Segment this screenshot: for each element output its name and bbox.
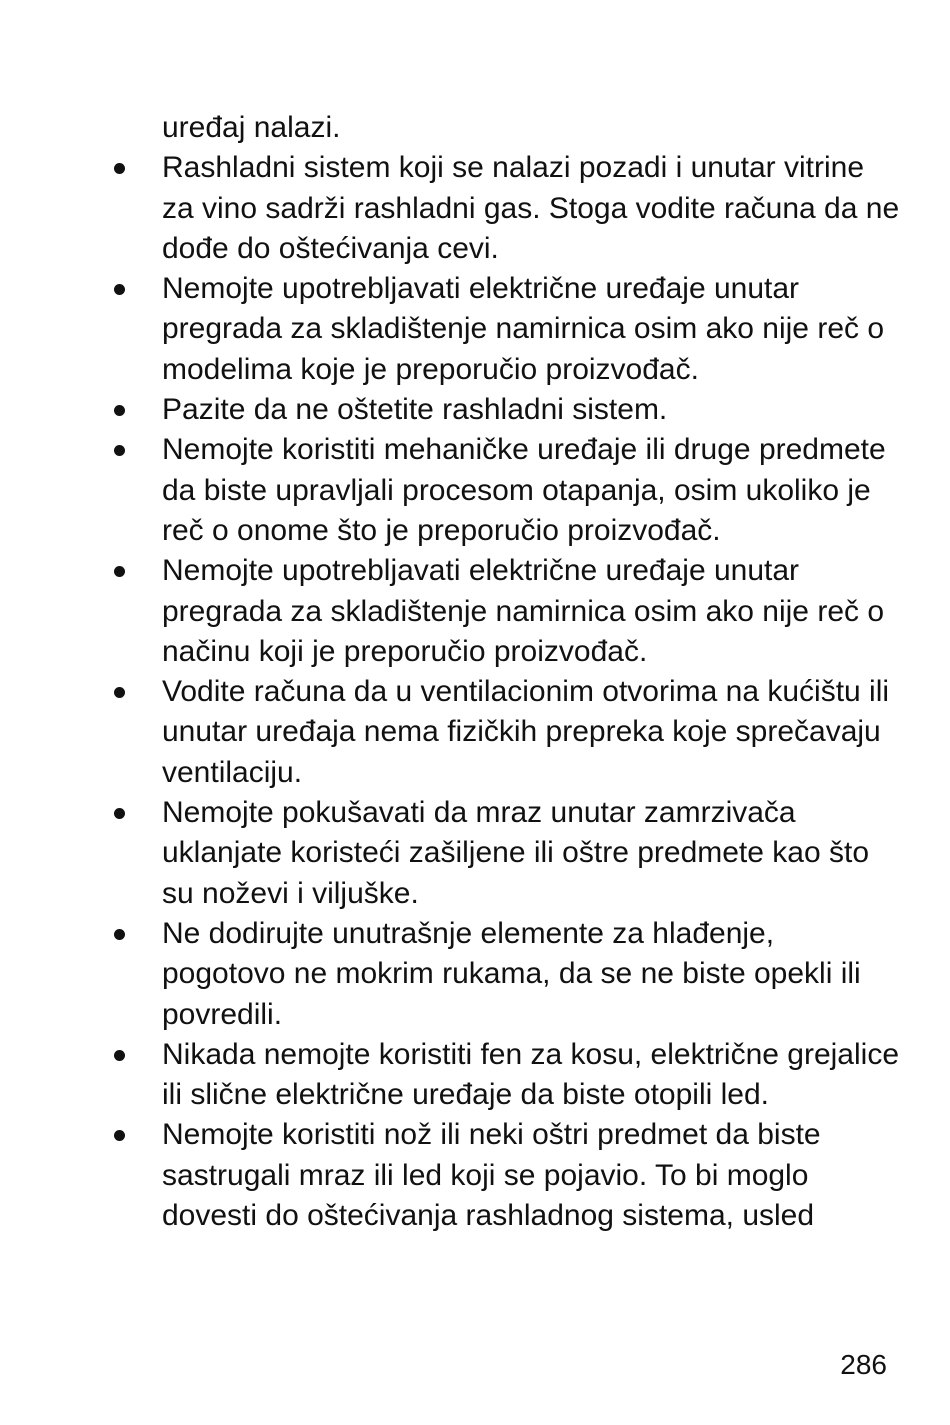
bullet-item: Nemojte upotrebljavati električne uređaje unutar pregrada za skladištenje namirnica osim ako nije reč o modelima koje je preporučio proizvođač. [162,269,902,390]
bullet-item: Rashladni sistem koji se nalazi pozadi i unutar vitrine za vino sadrži rashladni gas. Stoga vodite računa da ne dođe do oštećivanja cevi. [162,148,902,269]
body-text [162,108,902,1236]
bullet-item: Nemojte koristiti nož ili neki oštri predmet da biste sastrugali mraz ili led koji se pojavio. To bi moglo dovesti do oštećivanja rashladnog sistema, usled [162,1115,902,1236]
bullet-list [162,148,902,1236]
bullet-item: Nemojte koristiti mehaničke uređaje ili druge predmete da biste upravljali procesom otapanja, osim ukoliko je reč o onome što je preporučio proizvođač. [162,430,902,551]
continuation-text: uređaj nalazi. [162,111,341,144]
bullet-item: Nemojte upotrebljavati električne uređaje unutar pregrada za skladištenje namirnica osim ako nije reč o načinu koji je preporučio proizvođač. [162,551,902,672]
bullet-item: Nikada nemojte koristiti fen za kosu, električne grejalice ili slične električne uređaje da biste otopili led. [162,1035,902,1116]
bullet-item: Ne dodirujte unutrašnje elemente za hlađenje, pogotovo ne mokrim rukama, da se ne biste opekli ili povredili. [162,914,902,1035]
bullet-item: Nemojte pokušavati da mraz unutar zamrzivača uklanjate koristeći zašiljene ili oštre predmete kao što su noževi i viljuške. [162,793,902,914]
bullet-item: Pazite da ne oštetite rashladni sistem. [162,390,902,430]
bullet-item: Vodite računa da u ventilacionim otvorima na kućištu ili unutar uređaja nema fizičkih prepreka koje sprečavaju ventilaciju. [162,672,902,793]
page-number: 286 [840,1349,887,1380]
